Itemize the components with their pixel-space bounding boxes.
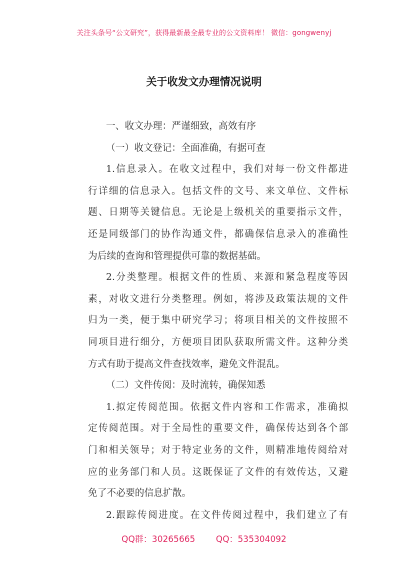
body-line: 2.分类整理。根据文件的性质、来源和紧急程度等因 — [106, 272, 348, 284]
body-line: 方式有助于提高文件查找效率，避免文件混乱。 — [88, 358, 285, 370]
body-line: 1.拟定传阅范围。依据文件内容和工作需求，准确拟 — [106, 401, 348, 413]
body-line: 一、收文办理：严谨细致，高效有序 — [106, 121, 257, 132]
body-line: （二）文件传阅：及时流转，确保知悉 — [106, 380, 266, 392]
body-line: 素，对收文进行分类整理。例如，将涉及政策法规的文件 — [88, 293, 348, 305]
body-line: （一）收文登记：全面准确，有据可查 — [106, 142, 266, 154]
footer-contact — [0, 533, 408, 545]
body-line: 还是同级部门的协作沟通文件，都确保信息录入的准确性 — [88, 229, 348, 240]
footer-qq-group: QQ群：30265665 — [121, 535, 196, 545]
body-line: 门和相关领导；对于特定业务的文件，则精准地传阅给对 — [88, 445, 348, 456]
footer-qq: QQ：535304092 — [215, 535, 287, 545]
document-title: 关于收发文办理情况说明 — [146, 76, 262, 88]
body-line: 免了不必要的信息扩散。 — [88, 488, 192, 500]
body-line: 同项目进行细分，方便项目团队获取所需文件。这种分类 — [88, 337, 348, 348]
body-line: 1.信息录入。在收文过程中，我们对每一份文件都进 — [106, 164, 348, 176]
body-line: 应的业务部门和人员。这既保证了文件的有效传达，又避 — [88, 466, 348, 478]
body-line: 行详细的信息录入。包括文件的文号、来文单位、文件标 — [88, 185, 348, 197]
body-line: 题、日期等关键信息。无论是上级机关的重要指示文件， — [88, 207, 348, 219]
body-line: 为后续的查询和管理提供可靠的数据基础。 — [88, 250, 267, 262]
body-line: 2.跟踪传阅进度。在文件传阅过程中，我们建立了有 — [106, 509, 348, 521]
body-line: 定传阅范围。对于全局性的重要文件，确保传达到各个部 — [88, 423, 348, 435]
header-banner: 关注头条号“公文研究”，获得最新最全最专业的公文资料库！ 微信：gongwenyj — [76, 29, 332, 37]
body-line: 归为一类，便于集中研究学习；将项目相关的文件按照不 — [88, 315, 348, 327]
